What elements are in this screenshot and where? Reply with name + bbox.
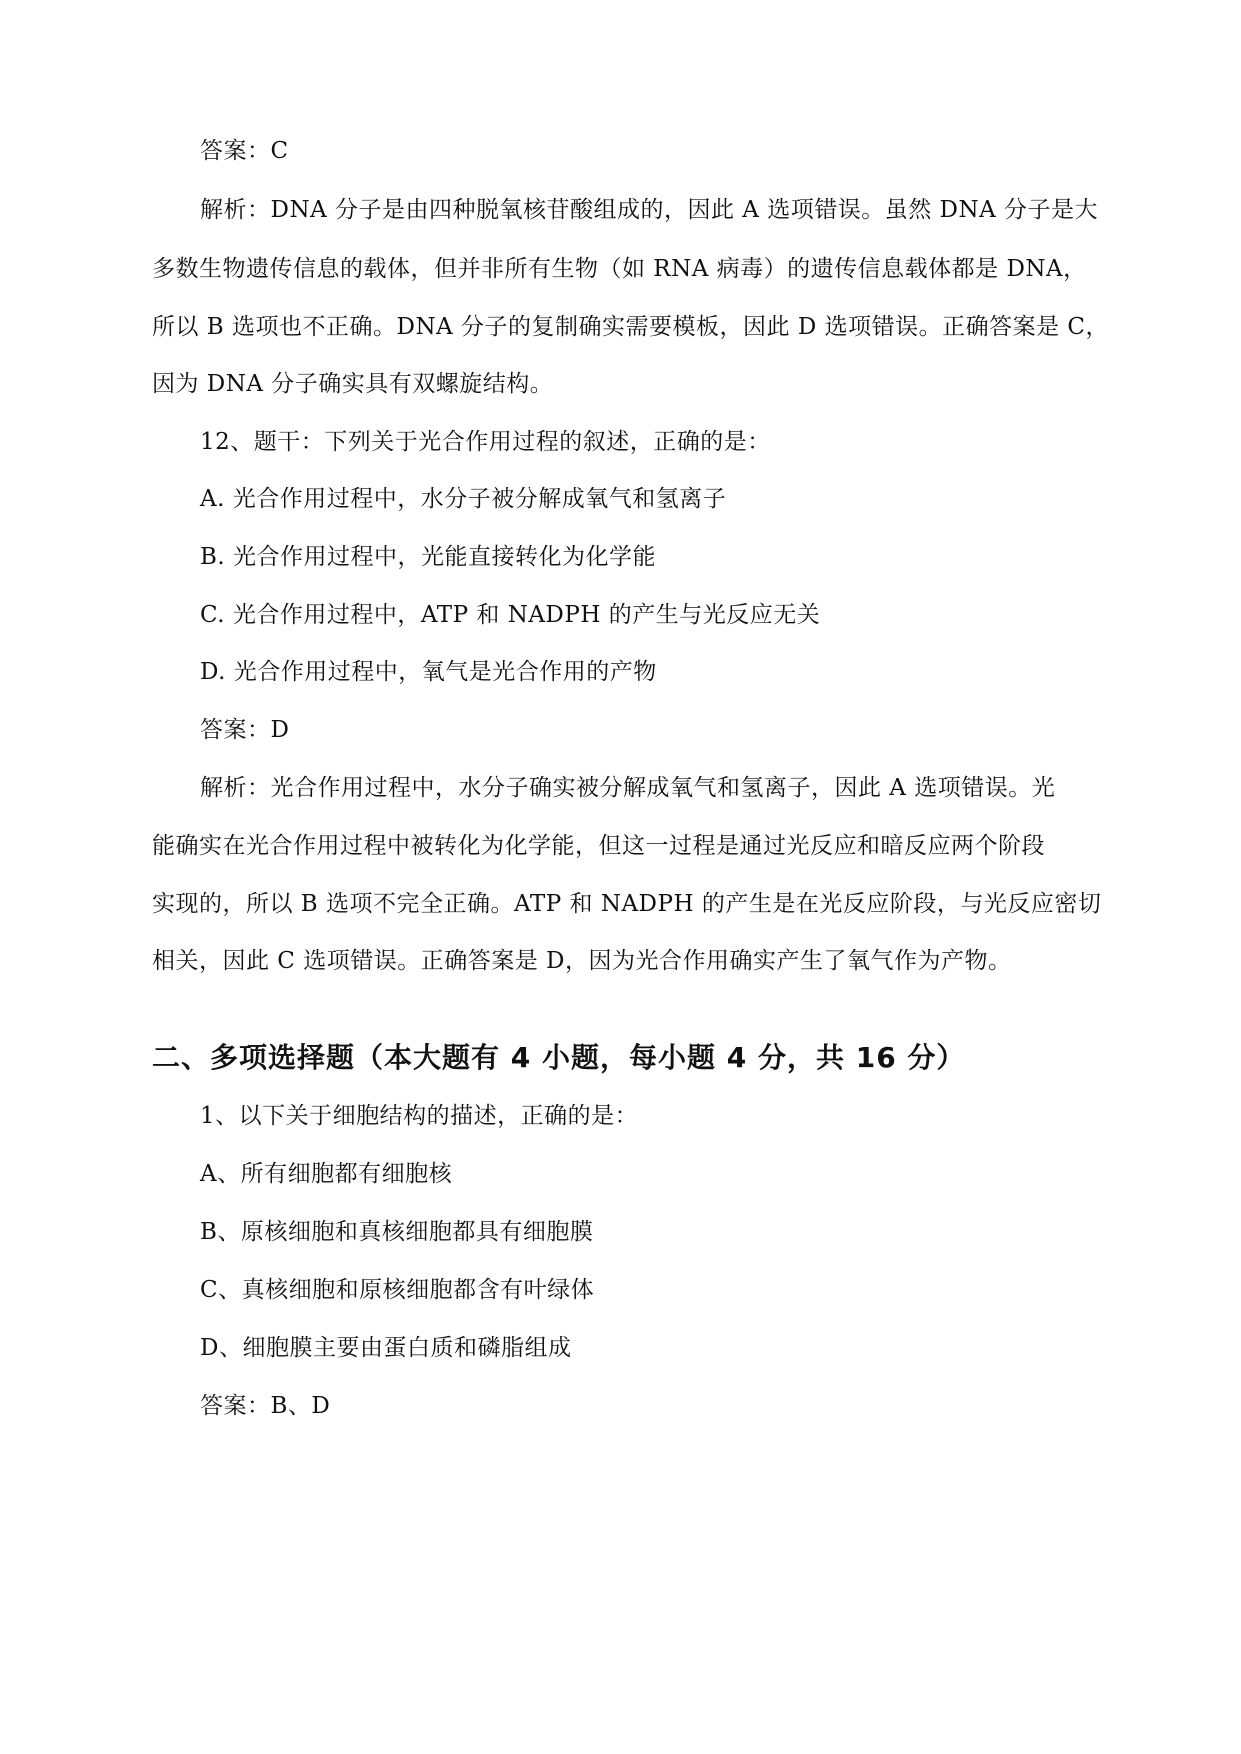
q11-explanation-line-4: 因为 DNA 分子确实具有双螺旋结构。 <box>152 371 554 397</box>
q12-explanation-line-3: 实现的，所以 B 选项不完全正确。ATP 和 NADPH 的产生是在光反应阶段，与光反应密切 <box>152 891 1102 917</box>
q12-option-d: D. 光合作用过程中，氧气是光合作用的产物 <box>200 659 657 685</box>
mq1-option-b: B、原核细胞和真核细胞都具有细胞膜 <box>200 1219 594 1245</box>
mq1-stem: 1、以下关于细胞结构的描述，正确的是： <box>200 1103 639 1129</box>
q11-answer: 答案：C <box>200 138 289 164</box>
q11-explanation-line-1: 解析：DNA 分子是由四种脱氧核苷酸组成的，因此 A 选项错误。虽然 DNA 分子是大 <box>200 197 1099 223</box>
q11-explanation-line-3: 所以 B 选项也不正确。DNA 分子的复制确实需要模板，因此 D 选项错误。正确答案是 C， <box>152 314 1109 340</box>
q12-explanation-line-1: 解析：光合作用过程中，水分子确实被分解成氧气和氢离子，因此 A 选项错误。光 <box>200 775 1056 801</box>
q11-explanation-line-2: 多数生物遗传信息的载体，但并非所有生物（如 RNA 病毒）的遗传信息载体都是 DNA， <box>152 256 1087 282</box>
q12-explanation-line-4: 相关，因此 C 选项错误。正确答案是 D，因为光合作用确实产生了氧气作为产物。 <box>152 948 1012 974</box>
q12-answer: 答案：D <box>200 717 290 743</box>
mq1-option-d: D、细胞膜主要由蛋白质和磷脂组成 <box>200 1335 572 1361</box>
mq1-answer: 答案：B、D <box>200 1393 331 1419</box>
q12-option-b: B. 光合作用过程中，光能直接转化为化学能 <box>200 544 657 570</box>
q12-option-c: C. 光合作用过程中，ATP 和 NADPH 的产生与光反应无关 <box>200 602 821 628</box>
section-heading: 二、多项选择题（本大题有 4 小题，每小题 4 分，共 16 分） <box>152 1041 966 1074</box>
mq1-option-c: C、真核细胞和原核细胞都含有叶绿体 <box>200 1277 595 1303</box>
mq1-option-a: A、所有细胞都有细胞核 <box>200 1161 453 1187</box>
q12-stem: 12、题干：下列关于光合作用过程的叙述，正确的是： <box>200 429 771 455</box>
q12-explanation-line-2: 能确实在光合作用过程中被转化为化学能，但这一过程是通过光反应和暗反应两个阶段 <box>152 833 1045 859</box>
q12-option-a: A. 光合作用过程中，水分子被分解成氧气和氢离子 <box>200 486 727 512</box>
